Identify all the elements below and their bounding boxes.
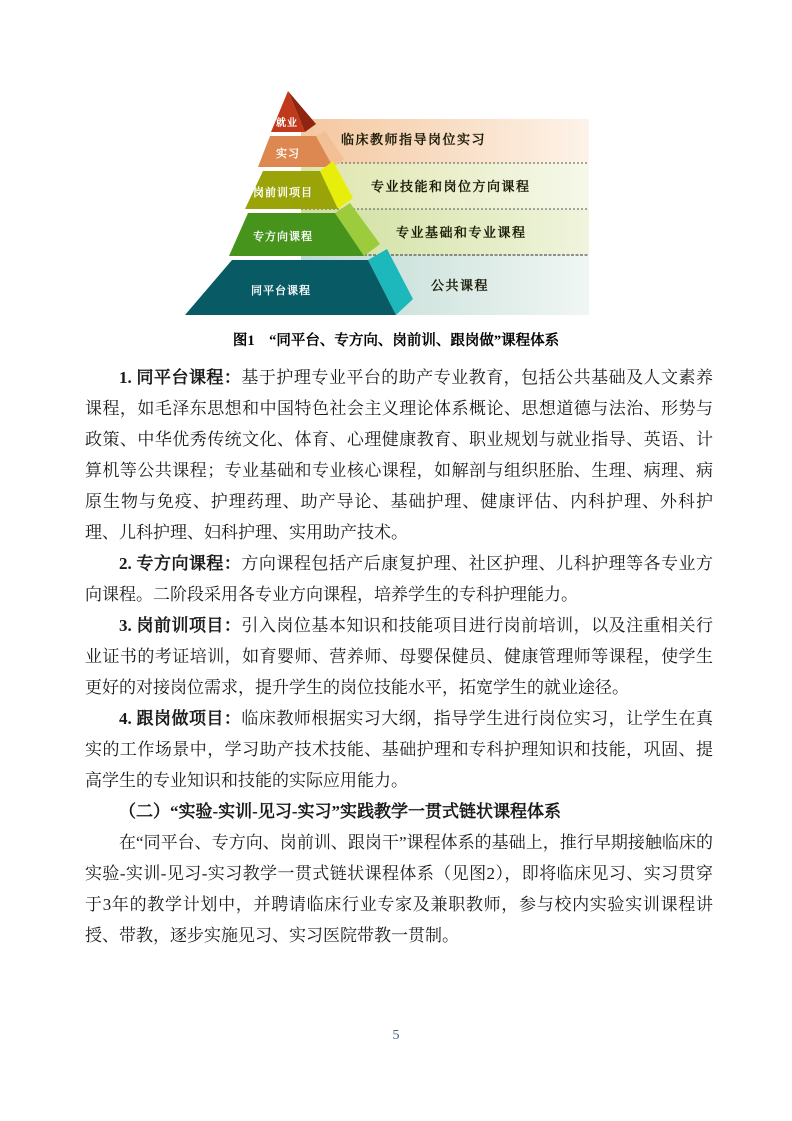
tier-3-label: 岗前训项目 (253, 187, 313, 199)
paragraph-2 (85, 548, 713, 610)
paragraph-3-lead: 3. 岗前训项目： (119, 616, 242, 635)
tier-2-label: 实习 (276, 148, 300, 160)
banner-3-label: 专业基础和专业课程 (396, 225, 527, 240)
course-system-figure (183, 86, 593, 322)
tier-1-label: 就业 (276, 118, 298, 129)
closing-paragraph: 在“同平台、专方向、岗前训、跟岗干”课程体系的基础上，推行早期接触临床的实验-实训-见习-实习教学一贯式链状课程体系（见图2），即将临床见习、实习贯穿于3年的教学计划中，并聘请临床行业专家及兼职教师，参与校内实验实训课程讲授、带教，逐步实施见习、实习医院带教一贯制。 (85, 833, 713, 945)
paragraph-3 (85, 610, 713, 703)
figure-caption: 图1 “同平台、专方向、岗前训、跟岗做”课程体系 (232, 333, 560, 349)
pyramid-figure (183, 86, 593, 322)
banner-1-label: 临床教师指导岗位实习 (341, 132, 487, 147)
paragraph-3-body: 引入岗位基本知识和技能项目进行岗前培训，以及注重相关行业证书的考证培训，如育婴师、营养师、母婴保健员、健康管理师等课程，使学生更好的对接岗位需求，提升学生的岗位技能水平，拓宽学生的就业途径。 (85, 616, 714, 697)
paragraph-2-body: 方向课程包括产后康复护理、社区护理、儿科护理等各专业方向课程。二阶段采用各专业方向课程，培养学生的专科护理能力。 (85, 554, 714, 604)
body-text (85, 362, 713, 951)
tier-4-label: 专方向课程 (253, 231, 313, 243)
section-heading: （二）“实验-实训-见习-实习”实践教学一贯式链状课程体系 (119, 802, 561, 821)
paragraph-4 (85, 703, 713, 796)
banner-2-label: 专业技能和岗位方向课程 (371, 179, 531, 194)
paragraph-1-body: 基于护理专业平台的助产专业教育，包括公共基础及人文素养课程，如毛泽东思想和中国特色社会主义理论体系概论、思想道德与法治、形势与政策、中华优秀传统文化、体育、心理健康教育、职业规划与就业指导、英语、计算机等公共课程；专业基础和专业核心课程，如解剖与组织胚胎、生理、病理、病原生物与免疫、护理药理、助产导论、基础护理、健康评估、内科护理、外科护理、儿科护理、妇科护理、实用助产技术。 (85, 368, 714, 542)
paragraph-4-lead: 4. 跟岗做项目： (119, 709, 242, 728)
paragraph-2-lead: 2. 专方向课程： (119, 554, 242, 573)
page-number: 5 (392, 1028, 400, 1043)
paragraph-4-body: 临床教师根据实习大纲，指导学生进行岗位实习，让学生在真实的工作场景中，学习助产技术技能、基础护理和专科护理知识和技能，巩固、提高学生的专业知识和技能的实际应用能力。 (85, 709, 714, 790)
paragraph-1-lead: 1. 同平台课程： (119, 368, 242, 387)
banner-4-label: 公共课程 (431, 278, 490, 293)
paragraph-1 (85, 362, 713, 548)
tier-5-label: 同平台课程 (251, 285, 311, 297)
